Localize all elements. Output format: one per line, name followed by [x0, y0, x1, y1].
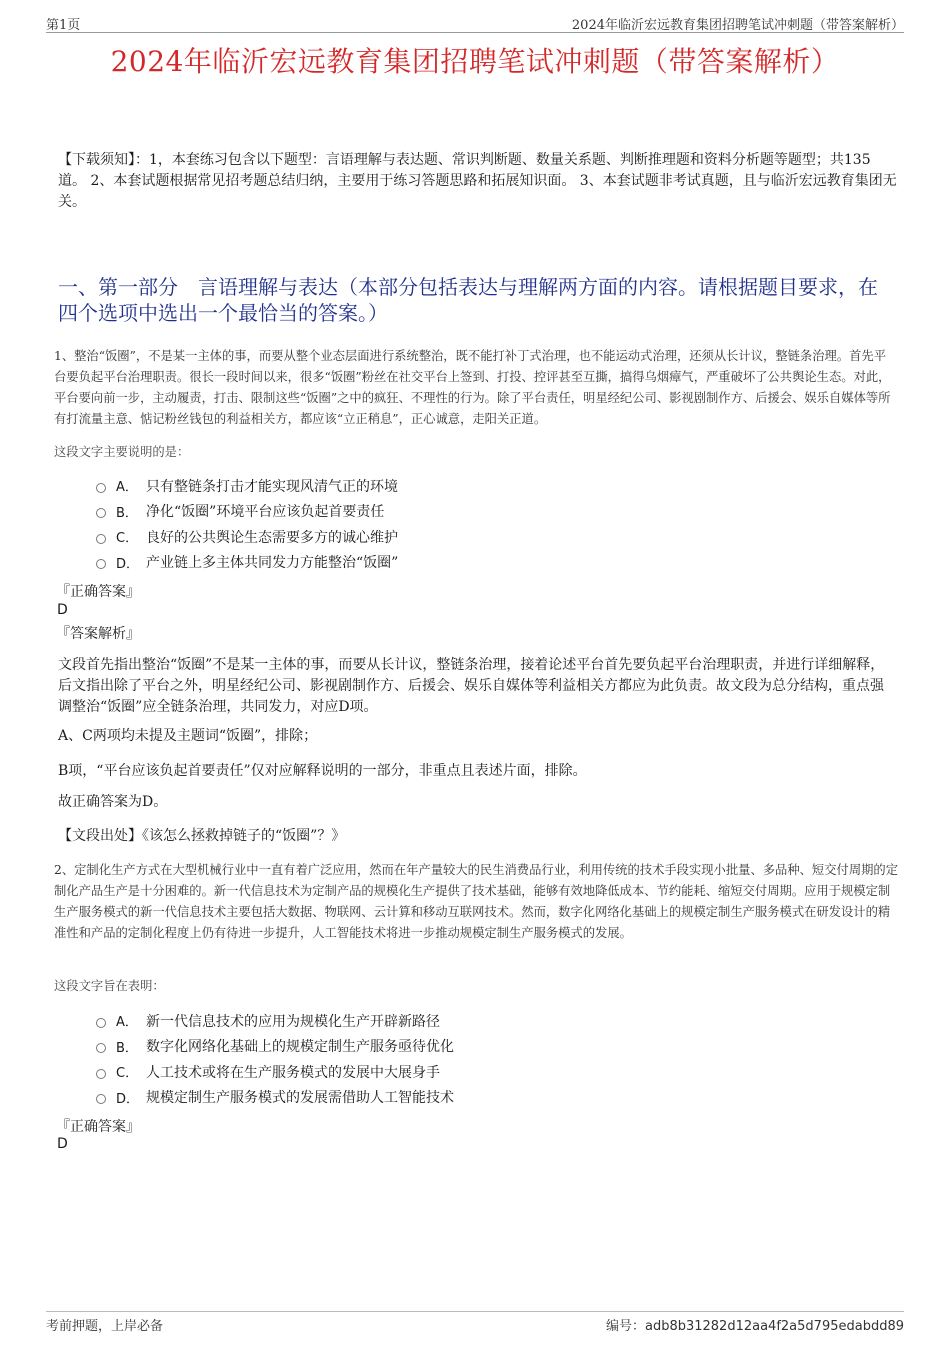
question-1-option-a[interactable]: A． 只有整链条打击才能实现风清气正的环境	[96, 473, 696, 499]
question-2-option-b[interactable]: B． 数字化网络化基础上的规模定制生产服务亟待优化	[96, 1034, 696, 1060]
radio-button[interactable]	[96, 1094, 106, 1104]
radio-button[interactable]	[96, 1069, 106, 1079]
question-2-option-d[interactable]: D． 规模定制生产服务模式的发展需借助人工智能技术	[96, 1085, 696, 1111]
question-1-analysis-p2: A、C两项均未提及主题词“饭圈”，排除；	[58, 728, 318, 744]
question-1-answer: D	[57, 602, 68, 618]
question-2-text: 2、定制化生产方式在大型机械行业中一直有着广泛应用，然而在年产量较大的民生消费品行业，利用传统的技术手段实现小批量、多品种、短交付周期的定制化产品生产是十分困难的。新一代信息技术为定制产品的规模化生产提供了技术基础，能够有效地降低成本、节约能耗、缩短交付周期。应用于规模定制生产服务模式的新一代信息技术主要包括大数据、物联网、云计算和移动互联网技术。然而，数字化网络化基础上的规模定制生产服务模式在研发设计的精准性和产品的定制化程度上仍有待进一步提升，人工智能技术将进一步推动规模定制生产服务模式的发展。	[54, 863, 899, 940]
radio-button[interactable]	[96, 483, 106, 493]
question-2-answer: D	[57, 1136, 68, 1152]
question-2-options	[96, 1008, 696, 1110]
radio-button[interactable]	[96, 1043, 106, 1053]
question-1-option-b[interactable]: B． 净化“饭圈”环境平台应该负起首要责任	[96, 499, 696, 525]
question-1-source: 【文段出处】《该怎么拯救掉链子的“饭圈”？》	[58, 828, 346, 844]
question-1-analysis-p4: 故正确答案为D。	[58, 794, 168, 810]
question-1-option-d[interactable]: D． 产业链上多主体共同发力方能整治“饭圈”	[96, 550, 696, 576]
question-1-answer-label: 『正确答案』	[56, 584, 140, 600]
question-2-option-a[interactable]: A． 新一代信息技术的应用为规模化生产开辟新路径	[96, 1008, 696, 1034]
question-1-analysis-p1: 文段首先指出整治“饭圈”不是某一主体的事，而要从长计议，整链条治理，接着论述平台首先要负起平台治理职责，并进行详细解释，后文指出除了平台之外，明星经纪公司、影视剧制作方、后援会、娱乐自媒体等利益相关方都应为此负责。故文段为总分结构，重点强调整治“饭圈”应全链条治理，共同发力，对应D项。	[58, 657, 885, 715]
question-1-analysis-label: 『答案解析』	[56, 626, 140, 642]
footer-doc-id: 编号：adb8b31282d12aa4f2a5d795edabdd89	[605, 1319, 904, 1334]
question-1-options	[96, 473, 696, 575]
question-2-prompt: 这段文字旨在表明：	[54, 979, 165, 993]
question-1-option-c[interactable]: C． 良好的公共舆论生态需要多方的诚心维护	[96, 524, 696, 550]
question-2-option-c[interactable]: C． 人工技术或将在生产服务模式的发展中大展身手	[96, 1059, 696, 1085]
radio-button[interactable]	[96, 559, 106, 569]
radio-button[interactable]	[96, 534, 106, 544]
document-title: 2024年临沂宏远教育集团招聘笔试冲刺题（带答案解析）	[110, 45, 840, 78]
footer-slogan: 考前押题，上岸必备	[46, 1319, 164, 1334]
header-doc-title: 2024年临沂宏远教育集团招聘笔试冲刺题（带答案解析）	[571, 18, 904, 33]
page-footer	[46, 1311, 904, 1334]
download-notice: 【下载须知】：1，本套练习包含以下题型：言语理解与表达题、常识判断题、数量关系题、判断推理题和资料分析题等题型；共135道。 2、本套试题根据常见招考题总结归纳，主要用于练习答题思路和拓展知识面。 3、本套试题非考试真题，且与临沂宏远教育集团无关。	[58, 152, 897, 210]
question-2-answer-label: 『正确答案』	[56, 1119, 140, 1135]
section-heading: 一、第一部分 言语理解与表达（本部分包括表达与理解两方面的内容。请根据题目要求，在四个选项中选出一个最恰当的答案。）	[58, 275, 878, 325]
question-1-analysis-p3: B项，“平台应该负起首要责任”仅对应解释说明的一部分，非重点且表述片面，排除。	[58, 763, 587, 779]
page-header	[46, 14, 904, 33]
radio-button[interactable]	[96, 1018, 106, 1028]
page-number: 第1页	[46, 18, 81, 33]
question-1-text: 1、整治“饭圈”，不是某一主体的事，而要从整个业态层面进行系统整治，既不能打补丁式治理，也不能运动式治理，还须从长计议，整链条治理。首先平台要负起平台治理职责。很长一段时间以来，很多“饭圈”粉丝在社交平台上签到、打投、控评甚至互撕，搞得乌烟瘴气，严重破坏了公共舆论生态。对此，平台要向前一步，主动履责，打击、限制这些“饭圈”之中的疯狂、不理性的行为。除了平台责任，明星经纪公司、影视剧制作方、后援会、娱乐自媒体等所有打流量主意、惦记粉丝钱包的利益相关方，都应该“立正稍息”，正心诚意，走阳关正道。	[54, 349, 891, 426]
question-1-prompt: 这段文字主要说明的是：	[54, 445, 190, 459]
radio-button[interactable]	[96, 508, 106, 518]
